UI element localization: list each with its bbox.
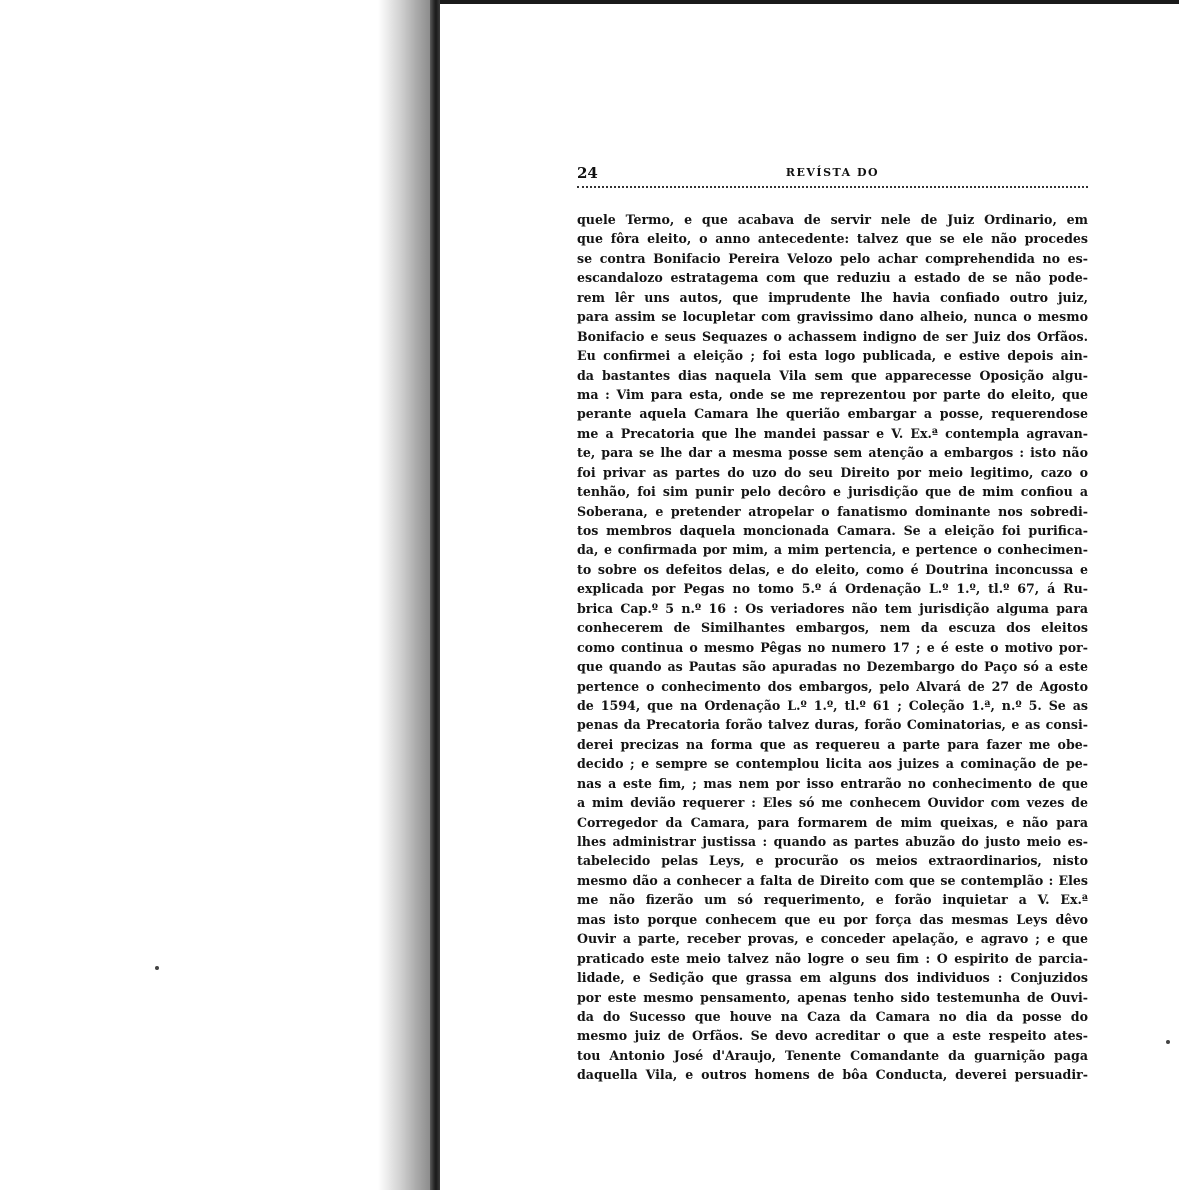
text-line: Eu confirmei a eleição ; foi esta logo publicada, e estive depois ain- <box>577 348 1088 364</box>
scan-speck <box>1166 1040 1170 1044</box>
text-line: tos membros daquela moncionada Camara. Se a eleição foi purifica- <box>577 523 1088 538</box>
text-line: a mim devião requerer : Eles só me conhecem Ouvidor com vezes de <box>577 795 1088 811</box>
text-line: brica Cap.º 5 n.º 16 : Os veriadores não tem jurisdição alguma para <box>577 600 1088 616</box>
text-line: foi privar as partes do uzo do seu Direito por meio legitimo, cazo o <box>577 464 1088 480</box>
text-line: lhes administrar justissa : quando as partes abuzão do justo meio es- <box>577 834 1088 849</box>
text-line: rem lêr uns autos, que imprudente lhe havia confiado outro juiz, <box>577 289 1088 305</box>
body-text <box>577 210 1088 1085</box>
text-line: como continua o mesmo Pêgas no numero 17 ; e é este o motivo por- <box>577 639 1088 655</box>
text-line: para assim se locupletar com gravissimo dano alheio, nunca o mesmo <box>577 309 1088 325</box>
text-line: tou Antonio José d'Araujo, Tenente Comandante da guarnição paga <box>577 1047 1088 1063</box>
text-line: Soberana, e pretender atropelar o fanatismo dominante nos sobredi- <box>577 503 1088 519</box>
text-line: de 1594, que na Ordenação L.º 1.º, tl.º 61 ; Coleção 1.ª, n.º 5. Se as <box>577 697 1088 713</box>
text-line: da, e confirmada por mim, a mim pertencia, e pertence o conhecimen- <box>577 542 1088 558</box>
text-line: nas a este fim, ; mas nem por isso entrarão no conhecimento de que <box>577 775 1088 791</box>
text-line: conhecerem de Similhantes embargos, nem da escuza dos eleitos <box>577 620 1088 636</box>
text-line: se contra Bonifacio Pereira Velozo pelo achar comprehendida no es- <box>577 250 1088 266</box>
page-gutter-edge <box>430 0 440 1190</box>
page-header <box>577 160 1088 188</box>
page-number: 24 <box>577 164 598 182</box>
scan-speck <box>155 966 159 970</box>
text-line: que fôra eleito, o anno antecedente: talvez que se ele não procedes <box>577 231 1088 247</box>
text-line: Corregedor da Camara, para formarem de mim queixas, e não para <box>577 814 1088 830</box>
text-line: praticado este meio talvez não logre o seu fim : O espirito de parcia- <box>577 950 1088 966</box>
text-line: explicada por Pegas no tomo 5.º á Ordenação L.º 1.º, tl.º 67, á Ru- <box>577 581 1088 597</box>
text-line: tabelecido pelas Leys, e procurão os meios extraordinarios, nisto <box>577 853 1088 869</box>
text-line: quele Termo, e que acabava de servir nele de Juiz Ordinario, em <box>577 212 1088 227</box>
text-line: decido ; e sempre se contemplou licita aos juizes a cominação de pe- <box>577 756 1088 772</box>
text-line: penas da Precatoria forão talvez duras, forão Cominatorias, e as consi- <box>577 717 1088 733</box>
text-line: da do Sucesso que houve na Caza da Camara no dia da posse do <box>577 1008 1088 1024</box>
text-line: mesmo dão a conhecer a falta de Direito com que se contemplão : Eles <box>577 872 1088 888</box>
text-line: to sobre os defeitos delas, e do eleito, como é Doutrina inconcussa e <box>577 561 1088 577</box>
text-line: mas isto porque conhecem que eu por força das mesmas Leys dêvo <box>577 911 1088 927</box>
book-page <box>577 160 1088 1085</box>
text-line: da bastantes dias naquela Vila sem que apparecesse Oposição algu- <box>577 367 1088 383</box>
text-line: me não fizerão um só requerimento, e forão inquietar a V. Ex.ª <box>577 892 1088 908</box>
text-line: me a Precatoria que lhe mandei passar e V. Ex.ª contempla agravan- <box>577 425 1088 441</box>
running-head: REVÍSTA DO <box>785 166 880 179</box>
text-line: que quando as Pautas são apuradas no Dezembargo do Paço só a este <box>577 659 1088 675</box>
text-line: mesmo juiz de Orfãos. Se devo acreditar o que a este respeito ates- <box>577 1028 1088 1044</box>
text-line: te, para se lhe dar a mesma posse sem atenção a embargos : isto não <box>577 445 1088 461</box>
text-line: por este mesmo pensamento, apenas tenho sido testemunha de Ouvi- <box>577 989 1088 1005</box>
text-line: derei precizas na forma que as requereu a parte para fazer me obe- <box>577 736 1088 752</box>
text-line: ma : Vim para esta, onde se me reprezentou por parte do eleito, que <box>577 386 1088 402</box>
text-line: daquella Vila, e outros homens de bôa Conducta, deverei persuadir- <box>577 1067 1088 1083</box>
book-spine-shadow <box>378 0 430 1190</box>
page-top-edge <box>440 0 1179 4</box>
text-line: perante aquela Camara lhe querião embargar a posse, requerendose <box>577 406 1088 422</box>
text-line: pertence o conhecimento dos embargos, pelo Alvará de 27 de Agosto <box>577 678 1088 694</box>
text-line: tenhão, foi sim punir pelo decôro e jurisdição que de mim confiou a <box>577 484 1088 500</box>
text-line: Bonifacio e seus Sequazes o achassem indigno de ser Juiz dos Orfãos. <box>577 328 1088 344</box>
text-line: lidade, e Sedição que grassa em alguns dos individuos : Conjuzidos <box>577 970 1088 986</box>
text-line: escandalozo estratagema com que reduziu a estado de se não pode- <box>577 270 1088 286</box>
text-line: Ouvir a parte, receber provas, e conceder apelação, e agravo ; e que <box>577 931 1088 947</box>
